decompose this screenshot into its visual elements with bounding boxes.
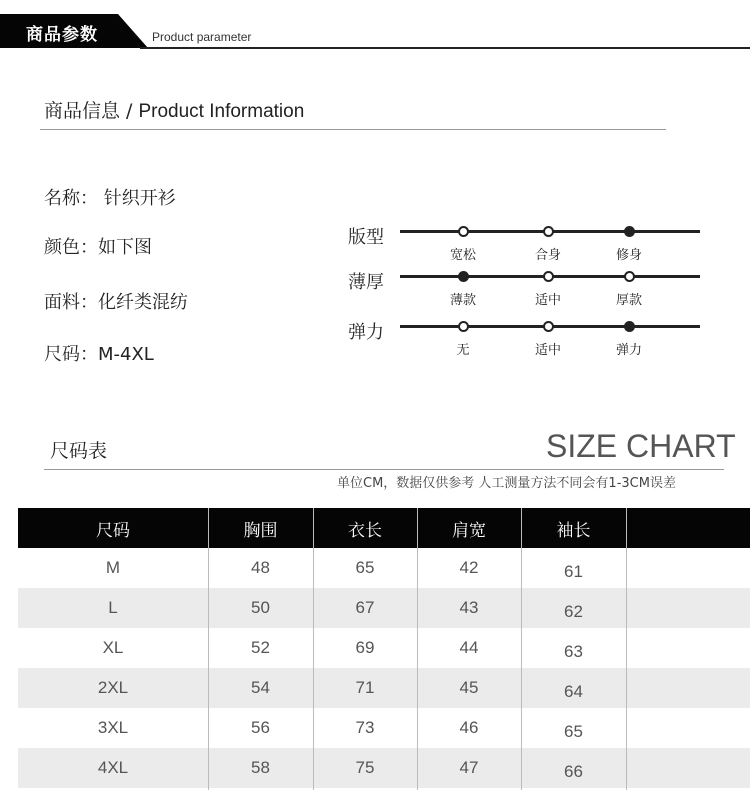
table-cell: 50	[251, 598, 270, 617]
header-tab	[0, 14, 148, 50]
table-row	[18, 708, 750, 748]
attribute-option: 修身	[615, 248, 643, 263]
section-title-en: Product Information	[138, 101, 305, 122]
attribute-label: 薄厚	[348, 272, 384, 293]
table-cell: XL	[102, 638, 124, 657]
table-cell: 62	[564, 602, 583, 621]
table-cell: 44	[459, 638, 479, 657]
size-chart-title-en: SIZE CHART	[546, 428, 736, 464]
attribute-option: 适中	[534, 293, 562, 308]
section-title	[44, 96, 304, 123]
section-divider	[40, 129, 666, 130]
table-cell: 61	[564, 562, 583, 581]
attribute-option: 薄款	[449, 293, 477, 308]
table-header-cell: 肩宽	[452, 520, 486, 541]
size-chart-divider	[44, 469, 724, 470]
table-column-separator	[626, 508, 627, 790]
table-header-cell: 胸围	[243, 520, 278, 541]
table-column-separator	[417, 508, 418, 790]
table-cell: M	[105, 558, 121, 577]
section-title-cn: 商品信息 /	[44, 100, 139, 122]
table-cell: 45	[459, 678, 479, 697]
attribute-dot	[458, 226, 469, 237]
attribute-dot	[624, 271, 635, 282]
attribute-dot	[458, 321, 469, 332]
header-tab-label: 商品参数	[26, 25, 98, 45]
table-header-cell	[626, 508, 750, 548]
table-cell: 63	[564, 642, 583, 661]
attribute-label: 版型	[348, 227, 384, 248]
info-size: 尺码：M-4XL	[44, 344, 154, 365]
table-column-separator	[521, 508, 522, 790]
attribute-dot	[543, 321, 554, 332]
table-cell: 46	[459, 718, 479, 737]
table-header-row	[18, 508, 750, 548]
table-cell: 4XL	[97, 758, 129, 777]
table-row	[18, 668, 750, 708]
table-cell: 69	[355, 638, 375, 657]
table-cell: 43	[459, 598, 479, 617]
info-color: 颜色：如下图	[44, 237, 152, 258]
size-chart-title-cn: 尺码表	[50, 440, 108, 462]
table-cell: 54	[251, 678, 270, 697]
table-header-cell: 袖长	[556, 520, 591, 541]
table-row	[18, 748, 750, 788]
table-cell: 47	[459, 758, 479, 777]
table-cell: 71	[355, 678, 375, 697]
attribute-dot	[543, 271, 554, 282]
attribute-option: 弹力	[615, 343, 643, 358]
attribute-dot	[624, 226, 635, 237]
table-row	[18, 548, 750, 588]
attribute-dot	[624, 321, 635, 332]
attribute-option: 合身	[534, 248, 562, 263]
table-cell: 58	[251, 758, 270, 777]
table-cell: 67	[355, 598, 375, 617]
table-column-separator	[313, 508, 314, 790]
table-cell: 66	[564, 762, 583, 781]
table-cell: 65	[355, 558, 375, 577]
table-column-separator	[208, 508, 209, 790]
table-cell: 52	[251, 638, 270, 657]
info-fabric: 面料：化纤类混纺	[44, 292, 188, 313]
table-cell: 75	[355, 758, 375, 777]
table-row	[18, 588, 750, 628]
size-chart-note: 单位CM，数据仅供参考 人工测量方法不同会有1-3CM误差	[337, 476, 676, 491]
attribute-dot	[543, 226, 554, 237]
table-cell: 42	[459, 558, 479, 577]
info-name: 名称： 针织开衫	[44, 188, 176, 209]
table-cell: 3XL	[97, 718, 129, 737]
attribute-option: 厚款	[615, 293, 643, 308]
attribute-option: 适中	[534, 343, 562, 358]
attribute-option: 宽松	[449, 248, 477, 263]
table-cell: 65	[564, 722, 583, 741]
table-row	[18, 628, 750, 668]
table-cell: 2XL	[97, 678, 129, 697]
attribute-label: 弹力	[348, 322, 384, 343]
table-header-cell: 衣长	[348, 520, 382, 541]
table-cell: L	[108, 598, 118, 617]
table-header-cell: 尺码	[96, 520, 130, 541]
attribute-dot	[458, 271, 469, 282]
attribute-option: 无	[456, 343, 470, 358]
header-subtitle: Product parameter	[152, 30, 252, 44]
header-divider	[140, 47, 750, 49]
table-cell: 48	[251, 558, 270, 577]
table-cell: 56	[251, 718, 270, 737]
table-cell: 73	[355, 718, 375, 737]
table-cell: 64	[564, 682, 583, 701]
